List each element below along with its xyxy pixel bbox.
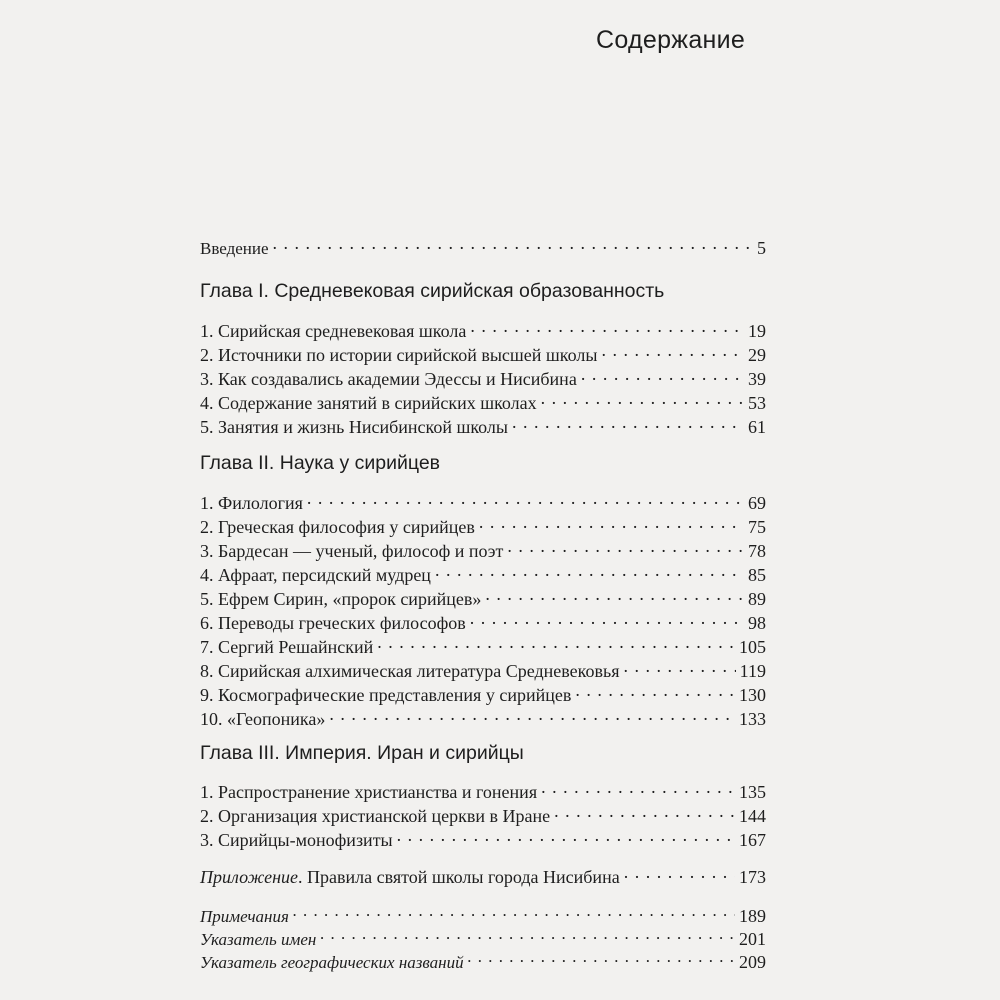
toc-entry-page: 144 [739, 806, 766, 826]
leader-dots [320, 923, 735, 945]
toc-entry[interactable] [200, 387, 766, 414]
toc-entry[interactable] [200, 363, 766, 390]
toc-entry[interactable] [200, 487, 766, 514]
leader-dots [485, 583, 744, 605]
toc-entry-page: 61 [748, 417, 766, 437]
toc-entry-page: 135 [739, 782, 766, 802]
toc-entry-title: 4. Афраат, персидский мудрец [200, 565, 431, 585]
toc-entry-title: Указатель имен [200, 930, 317, 949]
toc-entry-page: 89 [748, 589, 766, 609]
leader-dots [624, 655, 736, 677]
chapter-1-heading: Глава I. Средневековая сирийская образованность [200, 280, 665, 302]
leader-dots [624, 861, 735, 883]
toc-entry-title: 5. Ефрем Сирин, «пророк сирийцев» [200, 589, 482, 609]
page-title: Содержание [596, 26, 746, 54]
toc-entry-appendix[interactable] [200, 861, 766, 888]
toc-entry-page: 85 [748, 565, 766, 585]
toc-entry-page: 130 [739, 685, 766, 705]
toc-entry[interactable] [200, 703, 766, 730]
leader-dots [554, 800, 735, 822]
leader-dots [377, 631, 735, 653]
leader-dots [293, 900, 735, 922]
toc-entry[interactable] [200, 679, 766, 706]
toc-entry-title: 2. Источники по истории сирийской высшей школы [200, 345, 598, 365]
toc-entry[interactable] [200, 776, 766, 803]
leader-dots [329, 703, 735, 725]
leader-dots [541, 387, 744, 409]
toc-entry-title: Указатель географических названий [200, 953, 464, 972]
appendix-title: . Правила святой школы города Нисибина [298, 867, 620, 887]
leader-dots [273, 232, 753, 254]
toc-entry-page: 189 [739, 906, 766, 926]
toc-entry[interactable] [200, 607, 766, 634]
toc-entry[interactable] [200, 315, 766, 342]
toc-entry-title: Примечания [200, 907, 289, 926]
toc-entry-title: 1. Распространение христианства и гонения [200, 782, 538, 802]
toc-entry-title: 5. Занятия и жизнь Нисибинской школы [200, 417, 509, 437]
leader-dots [470, 315, 744, 337]
toc-entry-title: 7. Сергий Решайнский [200, 637, 374, 657]
toc-entry-title: 2. Греческая философия у сирийцев [200, 517, 475, 537]
toc-entry-page: 133 [739, 709, 766, 729]
toc-entry-title: 2. Организация христианской церкви в Иране [200, 806, 551, 826]
toc-entry[interactable] [200, 511, 766, 538]
toc-entry-title [200, 866, 620, 888]
leader-dots [397, 824, 735, 846]
leader-dots [512, 411, 744, 433]
toc-entry-page: 78 [748, 541, 766, 561]
leader-dots [470, 607, 744, 629]
toc-entry[interactable] [200, 411, 766, 438]
toc-entry-page: 105 [739, 637, 766, 657]
leader-dots [479, 511, 744, 533]
toc-entry-page: 5 [757, 238, 766, 258]
leader-dots [541, 776, 735, 798]
leader-dots [507, 535, 744, 557]
toc-entry-page: 119 [739, 661, 766, 681]
toc-entry-page: 39 [748, 369, 766, 389]
leader-dots [307, 487, 744, 509]
toc-entry-page: 98 [748, 613, 766, 633]
toc-entry-title: 3. Сирийцы-монофизиты [200, 830, 393, 850]
toc-entry[interactable] [200, 583, 766, 610]
toc-entry[interactable] [200, 559, 766, 586]
toc-entry-title: 10. «Геопоника» [200, 709, 326, 729]
leader-dots [581, 363, 744, 385]
toc-entry-title: 3. Как создавались академии Эдессы и Нисибина [200, 369, 577, 389]
toc-entry-title: 1. Филология [200, 493, 303, 513]
leader-dots [468, 946, 735, 968]
toc-entry-title: 9. Космографические представления у сирийцев [200, 685, 572, 705]
appendix-label: Приложение [200, 867, 299, 887]
toc-entry-title: 4. Содержание занятий в сирийских школах [200, 393, 537, 413]
chapter-2-heading: Глава II. Наука у сирийцев [200, 452, 441, 474]
toc-entry-page: 201 [739, 929, 766, 949]
toc-entry-title: 8. Сирийская алхимическая литература Средневековья [200, 661, 620, 681]
toc-entry-title: 3. Бардесан — ученый, философ и поэт [200, 541, 504, 561]
toc-entry[interactable] [200, 631, 766, 658]
toc-entry-page: 167 [739, 830, 766, 850]
toc-entry-page: 53 [748, 393, 766, 413]
leader-dots [575, 679, 735, 701]
toc-entry-geo-index[interactable] [200, 946, 766, 974]
toc-entry-title: Введение [200, 239, 269, 258]
toc-entry-page: 69 [748, 493, 766, 513]
toc-entry-page: 209 [739, 952, 766, 972]
toc-entry-page: 19 [748, 321, 766, 341]
toc-entry[interactable] [200, 824, 766, 851]
toc-entry[interactable] [200, 339, 766, 366]
toc-entry[interactable] [200, 800, 766, 827]
chapter-3-heading: Глава III. Империя. Иран и сирийцы [200, 742, 524, 764]
toc-entry-page: 173 [739, 867, 766, 887]
toc-entry-page: 75 [748, 517, 766, 537]
leader-dots [601, 339, 744, 361]
toc-entry[interactable] [200, 535, 766, 562]
toc-entry-title: 6. Переводы греческих философов [200, 613, 466, 633]
leader-dots [435, 559, 744, 581]
toc-entry-intro[interactable] [200, 232, 766, 260]
toc-entry-title: 1. Сирийская средневековая школа [200, 321, 467, 341]
toc-entry-page: 29 [748, 345, 766, 365]
toc-entry[interactable] [200, 655, 766, 682]
